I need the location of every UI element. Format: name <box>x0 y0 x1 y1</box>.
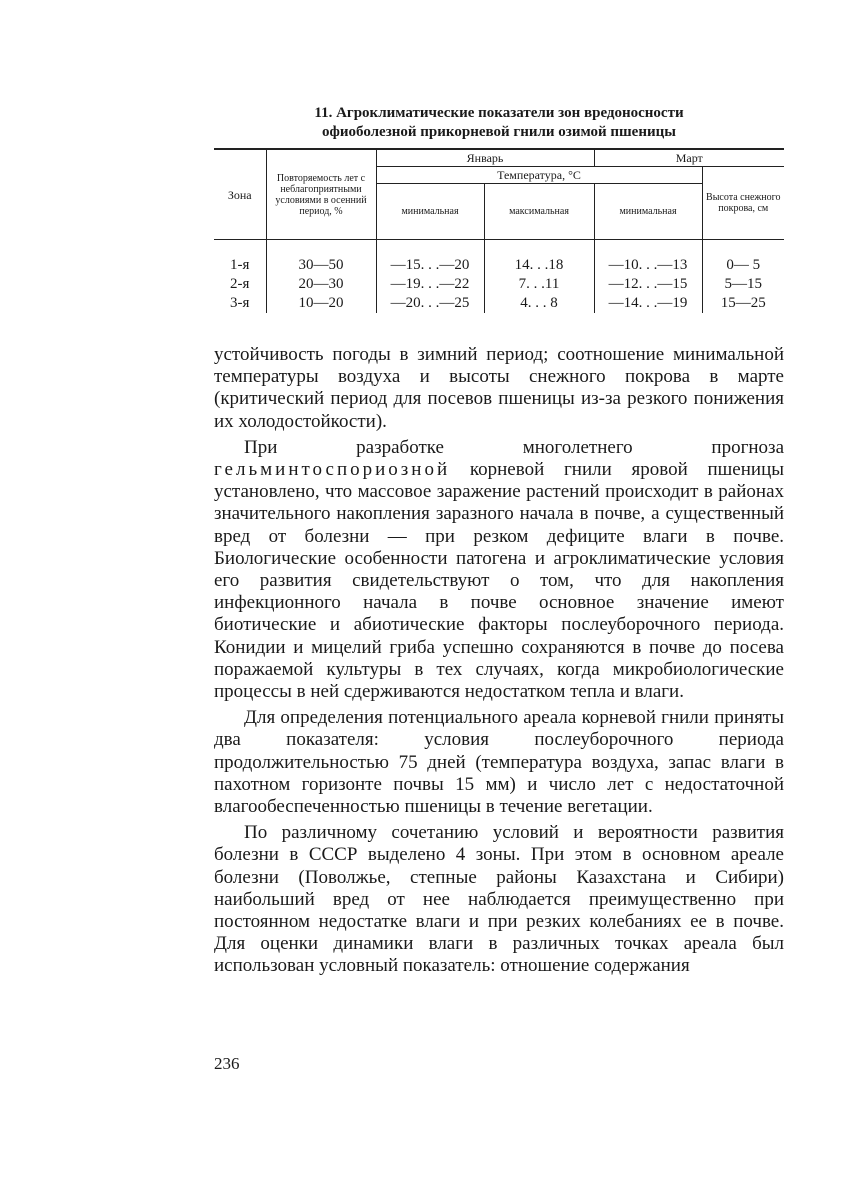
cell-recurrence: 20—30 <box>266 275 376 294</box>
cell-mar-min: —12. . .—15 <box>594 275 702 294</box>
header-temperature: Температура, °С <box>376 167 702 184</box>
page-number: 236 <box>214 1054 240 1073</box>
cell-jan-max: 7. . .11 <box>484 275 594 294</box>
header-march: Март <box>594 149 784 167</box>
paragraph-forecast-rest: корневой гнили яровой пшеницы установлено, что массовое заражение растений происходит в районах значительного накопления заразного начала в почве, а существенный вред от болезни — при резком дефиците влаги в почве. Биологические особенности патогена и агроклиматические условия его развития свидетельствуют о том, что для накопления инфекционного начала в почве основное значение имеют биотические и абиотические факторы послеуборочного периода. Конидии и мицелий гриба успешно сохраняются в почве до посева поражаемой культуры в тех случаях, когда микробиологические процессы в ней сдерживаются недостатком тепла и влаги. <box>214 459 784 703</box>
spaced-term: гельминтоспориозной <box>214 459 451 481</box>
cell-mar-min: —10. . .—13 <box>594 240 702 276</box>
header-january: Январь <box>376 149 594 167</box>
table-caption <box>214 104 784 142</box>
caption-line-2: офиоболезной прикорневой гнили озимой пшеницы <box>322 124 676 140</box>
header-mar-min: минимальная <box>594 184 702 240</box>
cell-snow: 0— 5 <box>702 240 784 276</box>
header-jan-max: максимальная <box>484 184 594 240</box>
cell-jan-max: 14. . .18 <box>484 240 594 276</box>
cell-mar-min: —14. . .—19 <box>594 294 702 313</box>
header-snow-depth: Высота снежного покрова, см <box>702 167 784 240</box>
table-row <box>214 275 784 294</box>
paragraph-forecast <box>214 437 784 703</box>
caption-line-1: 11. Агроклиматические показатели зон вредоносности <box>314 105 684 121</box>
cell-recurrence: 10—20 <box>266 294 376 313</box>
paragraph-continued: устойчивость погоды в зимний период; соотношение минимальной температуры воздуха и высоты снежного покрова в марте (критический период для посевов пшеницы из-за резкого понижения их холодостойкости). <box>214 344 784 432</box>
cell-zone: 1-я <box>214 240 266 276</box>
paragraph-zones: По различному сочетанию условий и вероятности развития болезни в СССР выделено 4 зоны. При этом в основном ареале болезни (Поволжье, степные районы Казахстана и Сибири) наибольший вред от нее наблюдается преимущественно при постоянном недостатке влаги и при резких колебаниях ее в почве. Для оценки динамики влаги в различных точках ареала был использован условный показатель: отношение содержания <box>214 822 784 977</box>
cell-jan-min: —15. . .—20 <box>376 240 484 276</box>
cell-jan-min: —20. . .—25 <box>376 294 484 313</box>
body-text <box>214 344 784 978</box>
cell-zone: 2-я <box>214 275 266 294</box>
agroclimatic-table <box>214 148 784 313</box>
header-recurrence: Повторяемость лет с неблагоприятными условиями в осенний период, % <box>266 149 376 240</box>
paragraph-area: Для определения потенциального ареала корневой гнили приняты два показателя: условия послеуборочного периода продолжительностью 75 дней (температура воздуха, запас влаги в пахотном горизонте почвы 15 мм) и число лет с недостаточной влагообеспеченностью пшеницы в течение вегетации. <box>214 707 784 818</box>
header-zone: Зона <box>214 149 266 240</box>
table-row <box>214 240 784 276</box>
cell-jan-min: —19. . .—22 <box>376 275 484 294</box>
paragraph-forecast-start: При разработке многолетнего прогноза <box>244 436 784 458</box>
header-jan-min: минимальная <box>376 184 484 240</box>
cell-recurrence: 30—50 <box>266 240 376 276</box>
cell-snow: 5—15 <box>702 275 784 294</box>
cell-jan-max: 4. . . 8 <box>484 294 594 313</box>
table-row <box>214 294 784 313</box>
cell-zone: 3-я <box>214 294 266 313</box>
cell-snow: 15—25 <box>702 294 784 313</box>
